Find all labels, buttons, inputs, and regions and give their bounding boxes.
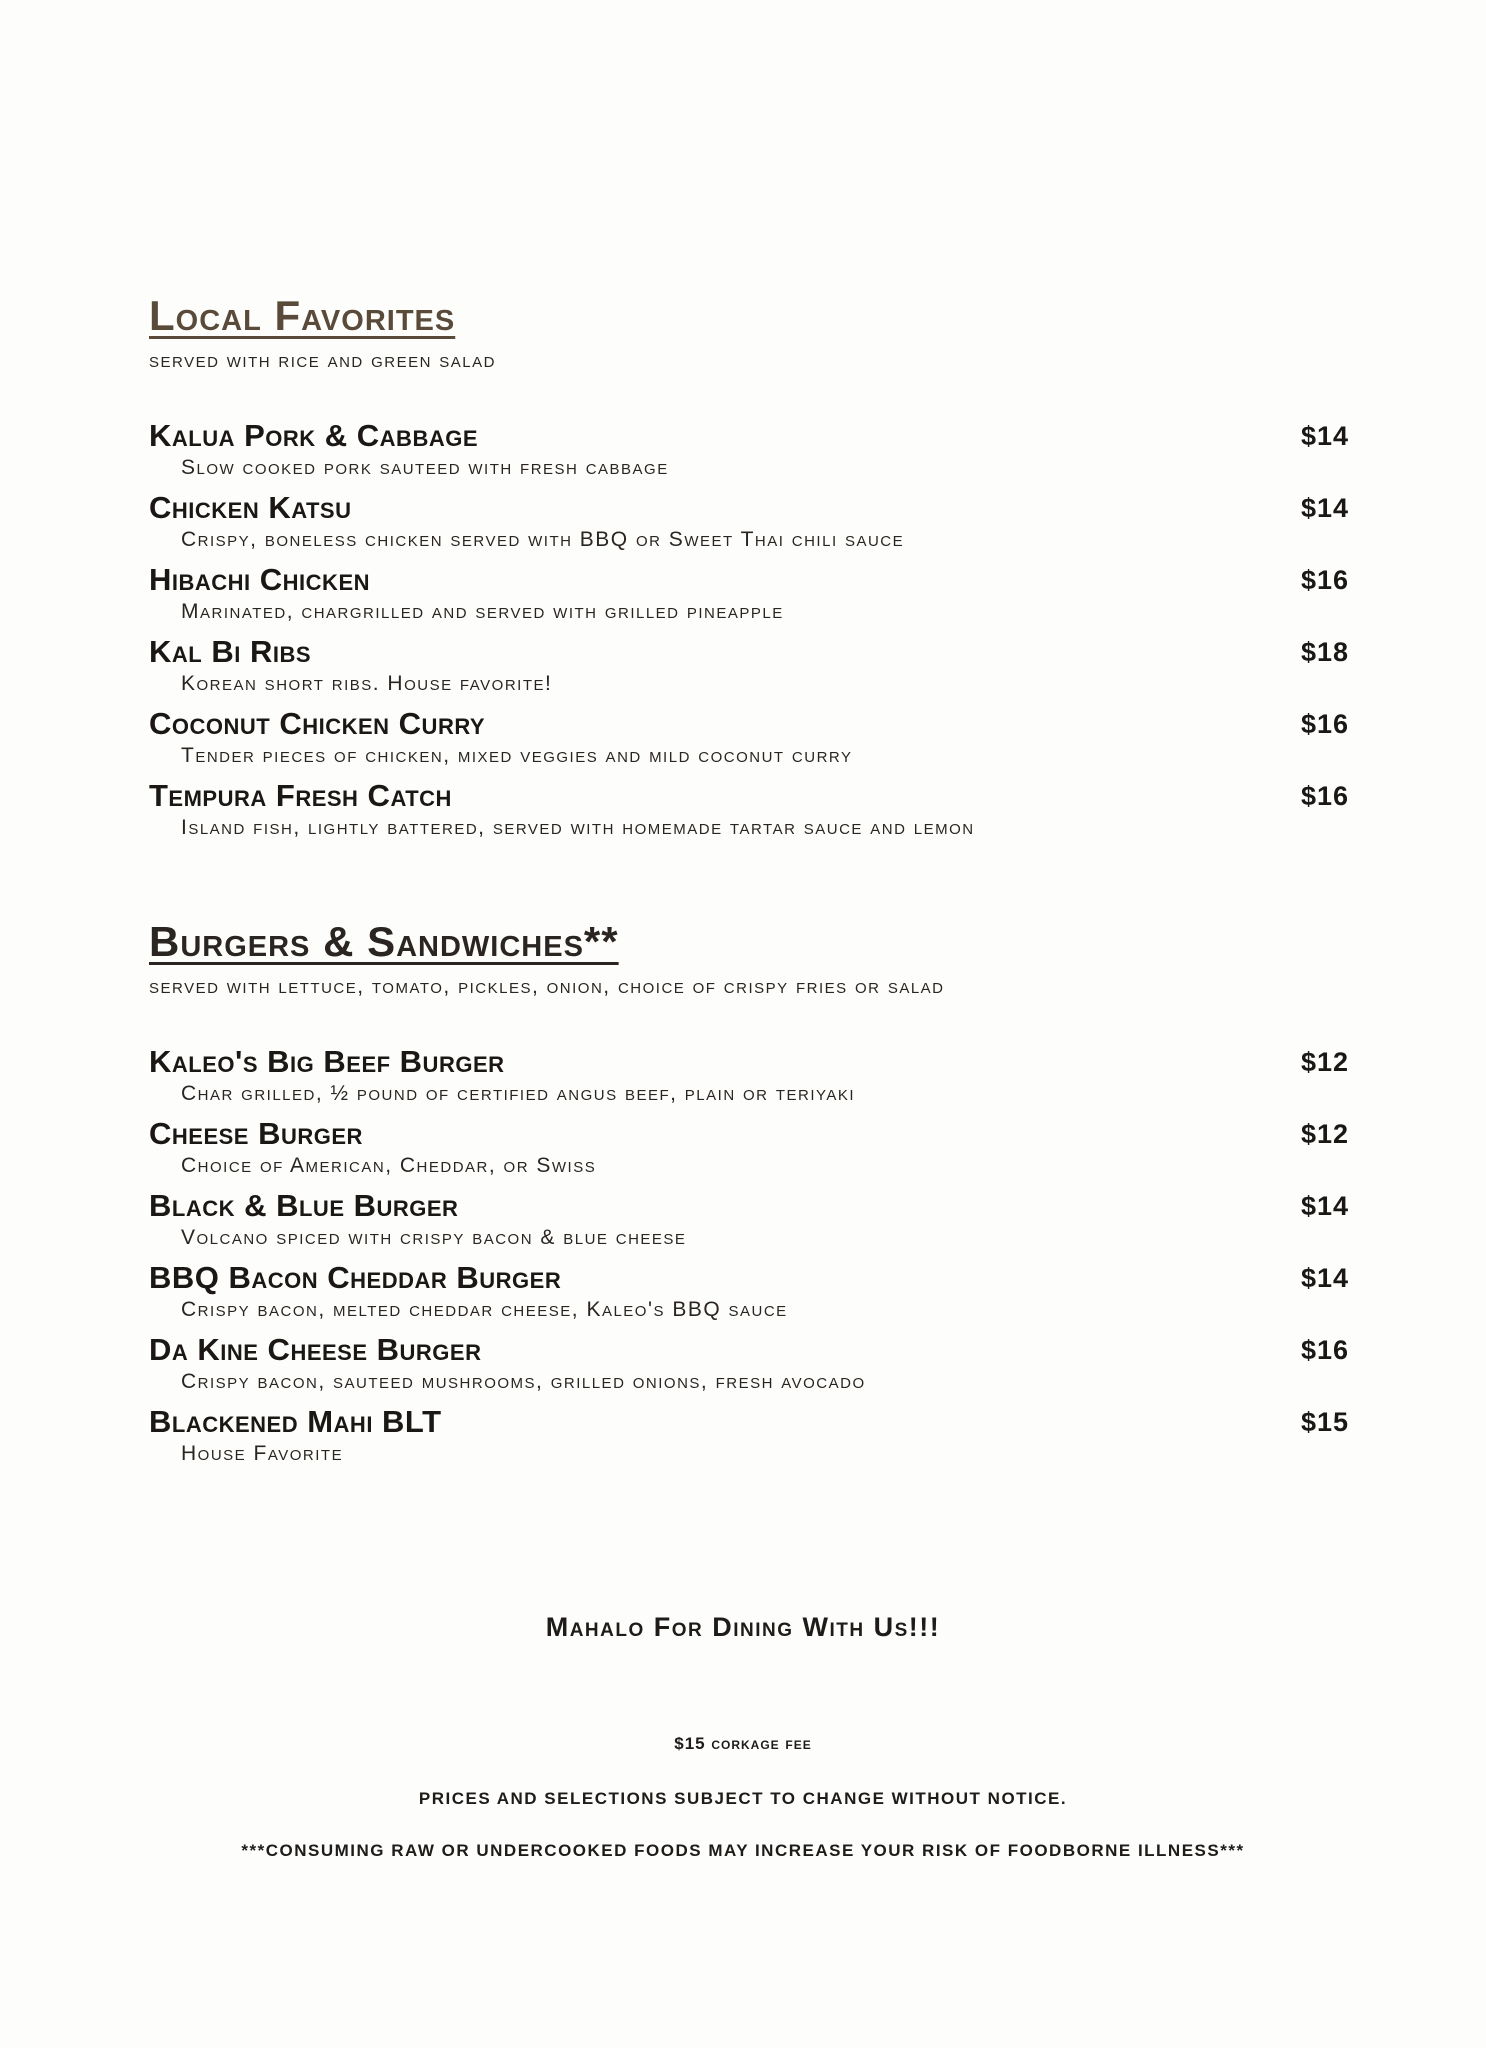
section-subtitle: served with rice and green salad xyxy=(149,349,496,372)
item-description: Crispy bacon, melted cheddar cheese, Kaleo's BBQ sauce xyxy=(181,1298,788,1321)
item-name: Chicken Katsu xyxy=(149,490,352,525)
section-title: Burgers & Sandwiches** xyxy=(149,918,619,965)
section-subtitle: served with lettuce, tomato, pickles, onion, choice of crispy fries or salad xyxy=(149,975,945,998)
prices-disclaimer: PRICES AND SELECTIONS SUBJECT TO CHANGE WITHOUT NOTICE. xyxy=(418,1789,1068,1808)
item-name: Kaleo's Big Beef Burger xyxy=(149,1044,505,1079)
item-description: Choice of American, Cheddar, or Swiss xyxy=(181,1154,597,1177)
item-name: Kalua Pork & Cabbage xyxy=(149,418,479,453)
item-name: BBQ Bacon Cheddar Burger xyxy=(149,1260,562,1295)
item-name: Blackened Mahi BLT xyxy=(149,1404,442,1439)
item-description: Char grilled, ½ pound of certified angus beef, plain or teriyaki xyxy=(181,1082,856,1105)
item-description: Marinated, chargrilled and served with grilled pineapple xyxy=(181,600,784,623)
item-name: Coconut Chicken Curry xyxy=(149,706,486,741)
item-name: Tempura Fresh Catch xyxy=(149,778,452,813)
menu-item xyxy=(149,562,1349,634)
item-description: Tender pieces of chicken, mixed veggies and mild coconut curry xyxy=(181,744,853,767)
menu-item xyxy=(149,778,1349,850)
menu-item xyxy=(149,1404,1349,1476)
item-name: Hibachi Chicken xyxy=(149,562,370,597)
section-local-favorites xyxy=(149,292,1349,850)
item-price: $18 xyxy=(1300,637,1349,667)
item-price: $14 xyxy=(1300,421,1349,451)
item-price: $16 xyxy=(1300,1335,1349,1365)
corkage-fee-note: $15 corkage fee xyxy=(674,1734,812,1753)
menu-item-list xyxy=(149,1044,1349,1476)
item-name: Black & Blue Burger xyxy=(149,1188,459,1223)
item-description: Island fish, lightly battered, served with homemade tartar sauce and lemon xyxy=(181,816,975,839)
menu-item xyxy=(149,1332,1349,1404)
menu-item xyxy=(149,634,1349,706)
mahalo-message: Mahalo For Dining With Us!!! xyxy=(545,1612,941,1642)
section-burgers-sandwiches xyxy=(149,918,1349,1476)
item-name: Kal Bi Ribs xyxy=(149,634,311,669)
item-price: $12 xyxy=(1300,1047,1349,1077)
item-price: $14 xyxy=(1300,1263,1349,1293)
item-description: Volcano spiced with crispy bacon & blue cheese xyxy=(181,1226,687,1249)
menu-item xyxy=(149,1116,1349,1188)
menu-item xyxy=(149,1044,1349,1116)
item-price: $12 xyxy=(1300,1119,1349,1149)
section-title: Local Favorites xyxy=(149,292,456,339)
food-safety-warning: ***CONSUMING RAW OR UNDERCOOKED FOODS MAY INCREASE YOUR RISK OF FOODBORNE ILLNESS*** xyxy=(241,1841,1245,1860)
item-description: Slow cooked pork sauteed with fresh cabbage xyxy=(181,456,669,479)
item-description: House Favorite xyxy=(181,1442,344,1465)
item-description: Crispy bacon, sauteed mushrooms, grilled onions, fresh avocado xyxy=(181,1370,866,1393)
item-price: $14 xyxy=(1300,1191,1349,1221)
menu-item xyxy=(149,1188,1349,1260)
menu-item xyxy=(149,490,1349,562)
item-name: Da Kine Cheese Burger xyxy=(149,1332,482,1367)
item-description: Korean short ribs. House favorite! xyxy=(181,672,553,695)
menu-item xyxy=(149,418,1349,490)
item-price: $16 xyxy=(1300,565,1349,595)
item-price: $14 xyxy=(1300,493,1349,523)
item-description: Crispy, boneless chicken served with BBQ or Sweet Thai chili sauce xyxy=(181,528,905,551)
item-price: $16 xyxy=(1300,709,1349,739)
menu-item-list xyxy=(149,418,1349,850)
item-price: $15 xyxy=(1300,1407,1349,1437)
menu-item xyxy=(149,1260,1349,1332)
item-price: $16 xyxy=(1300,781,1349,811)
menu-item xyxy=(149,706,1349,778)
item-name: Cheese Burger xyxy=(149,1116,363,1151)
